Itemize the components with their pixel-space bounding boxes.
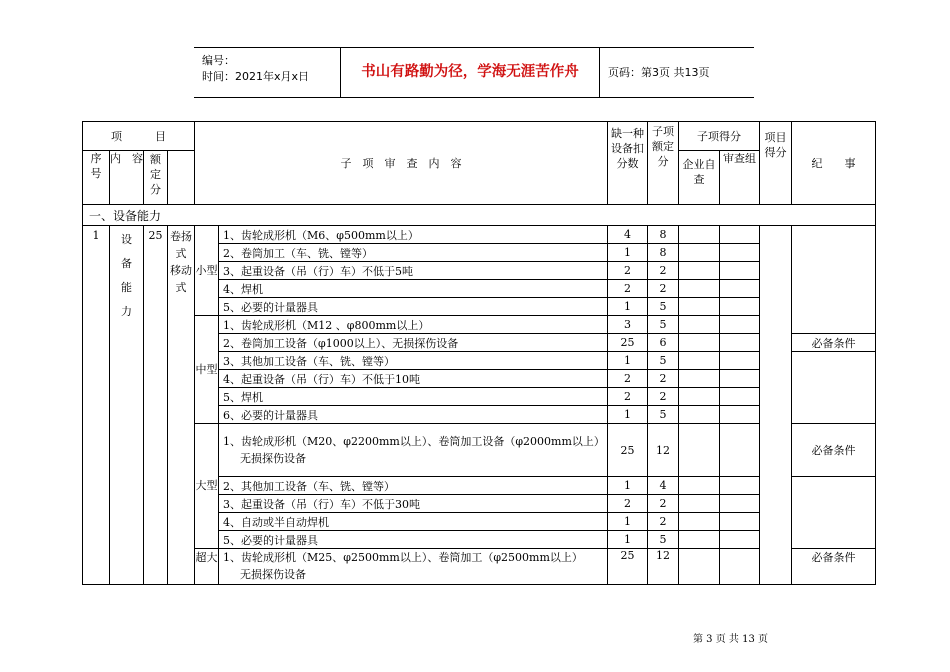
self-check-cell: [679, 244, 720, 262]
item-quota: 12: [648, 549, 679, 585]
item-deduct: 3: [608, 316, 648, 334]
header-item-score: 项目得分: [760, 122, 792, 205]
self-check-cell: [679, 549, 720, 585]
header-review-group: 审查组: [720, 151, 760, 205]
item-quota: 2: [648, 495, 679, 513]
self-check-cell: [679, 388, 720, 406]
item-text: 1、齿轮成形机（M12 、φ800mm以上）: [219, 316, 608, 334]
self-check-cell: [679, 316, 720, 334]
item-deduct: 1: [608, 477, 648, 495]
group-small: 小型: [195, 226, 219, 316]
item-quota: 2: [648, 262, 679, 280]
item-text: 2、卷筒加工（车、铣、镗等）: [219, 244, 608, 262]
item-quota: 2: [648, 280, 679, 298]
item-text-line1: 1、齿轮成形机（M25、φ2500mm以上）、卷筒加工（φ2500mm以上）: [223, 551, 583, 564]
item-text: 1、齿轮成形机（M6、φ500mm以上）: [219, 226, 608, 244]
item-deduct: 25: [608, 424, 648, 477]
header-project: 项 目: [83, 122, 195, 151]
review-cell: [720, 513, 760, 531]
header-seq: 序 号: [83, 151, 110, 205]
group-medium: 中型: [195, 316, 219, 424]
item-deduct: 2: [608, 262, 648, 280]
review-cell: [720, 352, 760, 370]
page-header: [194, 47, 754, 98]
row-content: 设 备 能 力: [110, 226, 144, 585]
time-label: 时间：2021年x月x日: [202, 70, 310, 83]
self-check-cell: [679, 280, 720, 298]
item-note: [792, 477, 876, 549]
self-check-cell: [679, 495, 720, 513]
header-sub-score: 子项得分: [679, 122, 760, 151]
item-deduct: 25: [608, 549, 648, 585]
number-label: 编号：: [202, 54, 235, 67]
page-footer: 第 3 页 共 13 页: [693, 634, 768, 645]
review-table: [82, 121, 876, 585]
item-quota: 5: [648, 531, 679, 549]
self-check-cell: [679, 298, 720, 316]
item-deduct: 1: [608, 244, 648, 262]
item-deduct: 1: [608, 352, 648, 370]
header-self-check: 企业自查: [679, 151, 720, 205]
item-text: 4、焊机: [219, 280, 608, 298]
self-check-cell: [679, 531, 720, 549]
item-text: 3、起重设备（吊（行）车）不低于30吨: [219, 495, 608, 513]
item-quota: 5: [648, 406, 679, 424]
row-quota: 25: [144, 226, 168, 585]
item-note: [792, 226, 876, 334]
header-remarks: 纪 事: [792, 122, 876, 205]
review-cell: [720, 388, 760, 406]
item-text: 5、必要的计量器具: [219, 298, 608, 316]
item-text-line2: 无损探伤设备: [240, 568, 306, 581]
review-cell: [720, 406, 760, 424]
item-deduct: 4: [608, 226, 648, 244]
item-deduct: 1: [608, 513, 648, 531]
group-xlarge: 超大: [195, 549, 219, 585]
review-cell: [720, 298, 760, 316]
review-cell: [720, 495, 760, 513]
item-deduct: 2: [608, 388, 648, 406]
item-text: 3、其他加工设备（车、铣、镗等）: [219, 352, 608, 370]
item-text: 5、焊机: [219, 388, 608, 406]
item-text: 3、起重设备（吊（行）车）不低于5吨: [219, 262, 608, 280]
self-check-cell: [679, 226, 720, 244]
self-check-cell: [679, 352, 720, 370]
item-deduct: 2: [608, 370, 648, 388]
review-cell: [720, 244, 760, 262]
item-text: 4、起重设备（吊（行）车）不低于10吨: [219, 370, 608, 388]
review-cell: [720, 531, 760, 549]
review-cell: [720, 424, 760, 477]
item-quota: 8: [648, 226, 679, 244]
self-check-cell: [679, 262, 720, 280]
review-cell: [720, 316, 760, 334]
header-meta: [194, 48, 341, 97]
self-check-cell: [679, 477, 720, 495]
header-sub-review: 子 项 审 查 内 容: [195, 122, 608, 205]
group-large: 大型: [195, 424, 219, 549]
item-text-line2: 无损探伤设备: [240, 452, 306, 465]
review-cell: [720, 262, 760, 280]
item-deduct: 1: [608, 406, 648, 424]
review-cell: [720, 549, 760, 585]
item-deduct: 1: [608, 531, 648, 549]
item-deduct: 2: [608, 280, 648, 298]
item-text-line1: 1、齿轮成形机（M20、φ2200mm以上）、卷筒加工设备（φ2000mm以上）: [223, 435, 605, 448]
item-quota: 5: [648, 352, 679, 370]
review-cell: [720, 334, 760, 352]
header-missing-deduct: 缺一种设备扣分数: [608, 122, 648, 205]
header-content: 内 容: [110, 151, 144, 205]
review-cell: [720, 280, 760, 298]
item-quota: 4: [648, 477, 679, 495]
review-cell: [720, 477, 760, 495]
item-text: [219, 424, 608, 477]
header-motto: 书山有路勤为径，学海无涯苦作舟: [341, 48, 600, 97]
item-note: [792, 352, 876, 424]
item-quota: 5: [648, 298, 679, 316]
header-sub-quota: 子项额定分: [648, 122, 679, 205]
item-deduct: 25: [608, 334, 648, 352]
item-note: 必备条件: [792, 334, 876, 352]
item-note: 必备条件: [792, 549, 876, 585]
self-check-cell: [679, 334, 720, 352]
item-quota: 2: [648, 388, 679, 406]
item-text: 2、卷筒加工设备（φ1000以上）、无损探伤设备: [219, 334, 608, 352]
item-score-cell: [760, 226, 792, 585]
row-type: 卷扬式 移动式: [168, 226, 195, 585]
self-check-cell: [679, 424, 720, 477]
item-quota: 6: [648, 334, 679, 352]
item-quota: 12: [648, 424, 679, 477]
item-text: 2、其他加工设备（车、铣、镗等）: [219, 477, 608, 495]
review-cell: [720, 370, 760, 388]
header-quota: 额 定 分: [144, 151, 168, 205]
item-quota: 2: [648, 513, 679, 531]
item-quota: 2: [648, 370, 679, 388]
item-text: [219, 549, 608, 585]
item-note: 必备条件: [792, 424, 876, 477]
item-text: 4、自动或半自动焊机: [219, 513, 608, 531]
self-check-cell: [679, 513, 720, 531]
item-quota: 5: [648, 316, 679, 334]
self-check-cell: [679, 370, 720, 388]
row-seq: 1: [83, 226, 110, 585]
section-title: 一、设备能力: [83, 205, 876, 226]
item-deduct: 1: [608, 298, 648, 316]
item-text: 5、必要的计量器具: [219, 531, 608, 549]
item-text: 6、必要的计量器具: [219, 406, 608, 424]
item-deduct: 2: [608, 495, 648, 513]
item-quota: 8: [648, 244, 679, 262]
page-indicator: 页码：第3页 共13页: [608, 66, 710, 79]
review-cell: [720, 226, 760, 244]
self-check-cell: [679, 406, 720, 424]
